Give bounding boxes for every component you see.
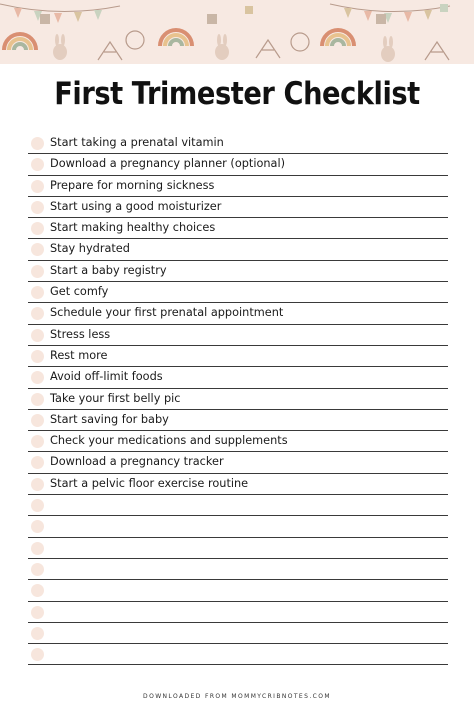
checkbox-circle[interactable] <box>31 520 44 533</box>
checklist-row <box>28 239 448 260</box>
checklist-row <box>28 218 448 239</box>
checklist-item-label: Check your medications and supplements <box>50 434 288 448</box>
checkbox-circle[interactable] <box>31 627 44 640</box>
checklist-row <box>28 452 448 473</box>
checklist-row <box>28 346 448 367</box>
checkbox-circle[interactable] <box>31 606 44 619</box>
checklist-row <box>28 154 448 175</box>
checklist-item-label: Schedule your first prenatal appointment <box>50 306 284 320</box>
checkbox-circle[interactable] <box>31 456 44 469</box>
checklist-item-label: Stay hydrated <box>50 242 130 256</box>
checklist-item-label: Take your first belly pic <box>50 391 181 405</box>
checkbox-circle[interactable] <box>31 307 44 320</box>
checklist-item-label: Start making healthy choices <box>50 221 216 235</box>
checkbox-circle[interactable] <box>31 243 44 256</box>
checkbox-circle[interactable] <box>31 478 44 491</box>
checklist-item-label: Get comfy <box>50 285 109 299</box>
checklist-row <box>28 516 448 537</box>
checkbox-circle[interactable] <box>31 329 44 342</box>
checkbox-circle[interactable] <box>31 393 44 406</box>
checklist-item-label: Stress less <box>50 327 111 341</box>
checklist-item-label: Download a pregnancy tracker <box>50 455 224 469</box>
checkbox-circle[interactable] <box>31 222 44 235</box>
checklist-item-label: Prepare for morning sickness <box>50 178 215 192</box>
checkbox-circle[interactable] <box>31 137 44 150</box>
checklist-row <box>28 303 448 324</box>
checklist-item-label: Start taking a prenatal vitamin <box>50 136 224 149</box>
checklist-item-label: Download a pregnancy planner (optional) <box>50 157 286 171</box>
macrame-icon <box>98 31 449 60</box>
checklist-row <box>28 495 448 516</box>
checklist-row <box>28 282 448 303</box>
checklist-row <box>28 644 448 665</box>
checklist-row <box>28 623 448 644</box>
checklist-row <box>28 431 448 452</box>
checkbox-circle[interactable] <box>31 350 44 363</box>
checkbox-circle[interactable] <box>31 371 44 384</box>
checkbox-circle[interactable] <box>31 499 44 512</box>
checkbox-circle[interactable] <box>31 158 44 171</box>
checklist-row <box>28 176 448 197</box>
checklist-row <box>28 559 448 580</box>
banner-pattern <box>0 0 474 64</box>
checklist-row <box>28 367 448 388</box>
checkbox-circle[interactable] <box>31 563 44 576</box>
checkbox-circle[interactable] <box>31 201 44 214</box>
checkbox-circle[interactable] <box>31 286 44 299</box>
checkbox-circle[interactable] <box>31 435 44 448</box>
checklist-item-label: Rest more <box>50 348 108 362</box>
checklist-row <box>28 261 448 282</box>
checkbox-circle[interactable] <box>31 584 44 597</box>
checklist-row <box>28 538 448 559</box>
page-title: First Trimester Checklist <box>54 76 420 112</box>
checklist-item-label: Start a pelvic floor exercise routine <box>50 476 249 490</box>
checklist-row <box>28 325 448 346</box>
checklist-row <box>28 410 448 431</box>
checklist-item-label: Start saving for baby <box>50 412 169 426</box>
decorative-banner <box>0 0 474 64</box>
checklist-row <box>28 133 448 154</box>
checklist-row <box>28 474 448 495</box>
checklist <box>28 133 448 665</box>
checklist-row <box>28 389 448 410</box>
checklist-row <box>28 602 448 623</box>
checklist-item-label: Start using a good moisturizer <box>50 199 222 213</box>
checkbox-circle[interactable] <box>31 414 44 427</box>
checklist-row <box>28 197 448 218</box>
checkbox-circle[interactable] <box>31 180 44 193</box>
footer-credit: DOWNLOADED FROM MOMMYCRIBNOTES.COM <box>143 693 331 700</box>
checklist-item-label: Avoid off-limit foods <box>50 370 163 384</box>
checkbox-circle[interactable] <box>31 542 44 555</box>
checkbox-circle[interactable] <box>31 648 44 661</box>
checklist-item-label: Start a baby registry <box>50 263 167 277</box>
checklist-row <box>28 580 448 601</box>
checkbox-circle[interactable] <box>31 265 44 278</box>
